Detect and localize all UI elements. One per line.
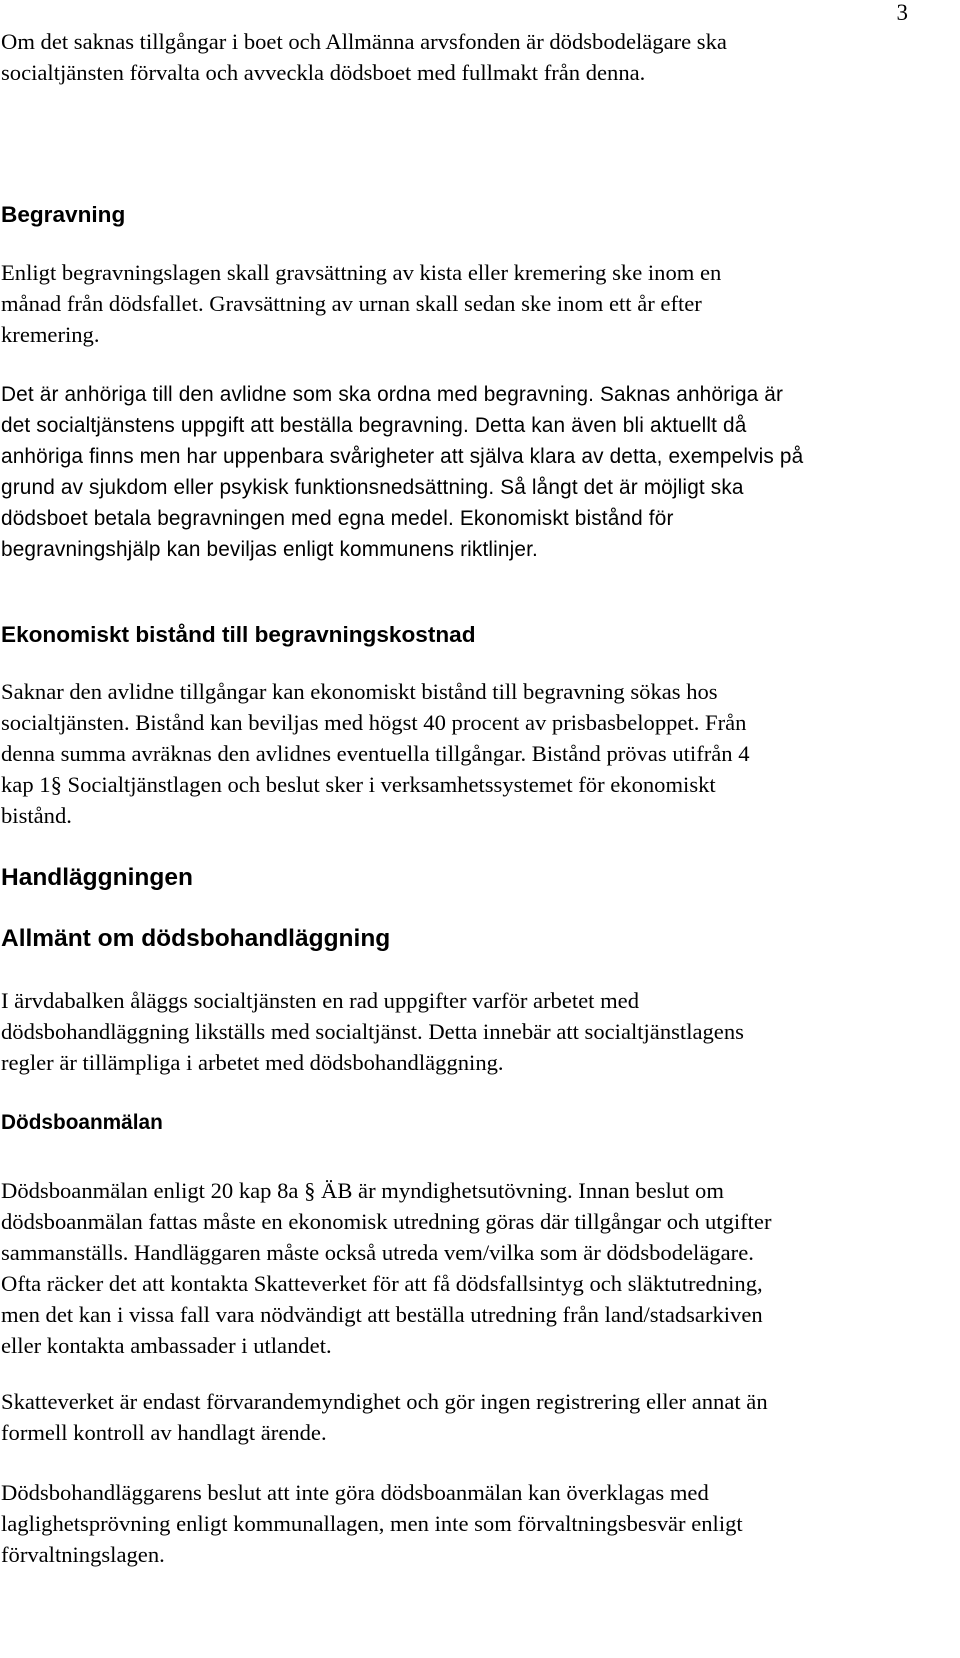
paragraph-line: formell kontroll av handlagt ärende. (1, 1420, 327, 1445)
paragraph-line: grund av sjukdom eller psykisk funktionsnedsättning. Så långt det är möjligt ska (1, 476, 744, 499)
paragraph-line: socialtjänsten förvalta och avveckla dödsboet med fullmakt från denna. (1, 60, 646, 85)
paragraph-line: Skatteverket är endast förvarandemyndighet och gör ingen registrering eller annat än (1, 1389, 768, 1414)
paragraph-line: dödsboet betala begravningen med egna medel. Ekonomiskt bistånd för (1, 507, 674, 530)
page-number: 3 (896, 0, 908, 25)
paragraph-line: Ofta räcker det att kontakta Skatteverket för att få dödsfallsintyg och släktutredning, (1, 1271, 763, 1296)
paragraph-line: denna summa avräknas den avlidnes eventuella tillgångar. Bistånd prövas utifrån 4 (1, 741, 750, 766)
paragraph-line: Det är anhöriga till den avlidne som ska ordna med begravning. Saknas anhöriga är (1, 383, 784, 406)
heading-ekonomiskt-bistand: Ekonomiskt bistånd till begravningskostnad (1, 622, 476, 647)
paragraph-arvdabalken (1, 985, 744, 1078)
heading-handlaggningen: Handläggningen (1, 864, 193, 891)
paragraph-line: Dödsbohandläggarens beslut att inte göra dödsboanmälan kan överklagas med (1, 1480, 709, 1505)
paragraph-line: eller kontakta ambassader i utlandet. (1, 1333, 332, 1358)
paragraph-anhoriga (1, 379, 803, 565)
paragraph-line: dödsboanmälan fattas måste en ekonomisk utredning göras där tillgångar och utgifter (1, 1209, 772, 1234)
paragraph-line: dödsbohandläggning likställs med socialtjänst. Detta innebär att socialtjänstlagens (1, 1019, 744, 1044)
paragraph-line: I ärvdabalken åläggs socialtjänsten en rad uppgifter varför arbetet med (1, 988, 639, 1013)
paragraph-line: socialtjänsten. Bistånd kan beviljas med högst 40 procent av prisbasbeloppet. Från (1, 710, 747, 735)
paragraph-line: det socialtjänstens uppgift att beställa begravning. Detta kan även bli aktuellt då (1, 414, 747, 437)
paragraph-line: men det kan i vissa fall vara nödvändigt att beställa utredning från land/stadsarkiven (1, 1302, 763, 1327)
heading-allmant: Allmänt om dödsbohandläggning (1, 925, 391, 952)
paragraph-line: Enligt begravningslagen skall gravsättning av kista eller kremering ske inom en (1, 260, 722, 285)
paragraph-line: Om det saknas tillgångar i boet och Allmänna arvsfonden är dödsbodelägare ska (1, 29, 727, 54)
paragraph-line: förvaltningslagen. (1, 1542, 165, 1567)
paragraph-line: anhöriga finns men har uppenbara svårigheter att själva klara av detta, exempelvis på (1, 445, 804, 468)
paragraph-line: Saknar den avlidne tillgångar kan ekonomiskt bistånd till begravning sökas hos (1, 679, 718, 704)
paragraph-arvsfonden (1, 26, 727, 88)
paragraph-dodsboanmalan (1, 1175, 771, 1361)
paragraph-line: laglighetsprövning enligt kommunallagen, men inte som förvaltningsbesvär enligt (1, 1511, 743, 1536)
paragraph-begravningslagen (1, 257, 721, 350)
paragraph-line: kremering. (1, 322, 100, 347)
paragraph-line: Dödsboanmälan enligt 20 kap 8a § ÄB är myndighetsutövning. Innan beslut om (1, 1178, 724, 1203)
paragraph-line: kap 1§ Socialtjänstlagen och beslut sker i verksamhetssystemet för ekonomiskt (1, 772, 716, 797)
heading-dodsboanmalan: Dödsboanmälan (1, 1111, 163, 1134)
heading-begravning: Begravning (1, 202, 126, 227)
paragraph-line: sammanställs. Handläggaren måste också utreda vem/vilka som är dödsbodelägare. (1, 1240, 754, 1265)
paragraph-bistand (1, 676, 750, 831)
paragraph-line: begravningshjälp kan beviljas enligt kommunens riktlinjer. (1, 538, 538, 561)
paragraph-skatteverket (1, 1386, 768, 1448)
paragraph-line: regler är tillämpliga i arbetet med dödsbohandläggning. (1, 1050, 504, 1075)
paragraph-line: bistånd. (1, 803, 72, 828)
paragraph-line: månad från dödsfallet. Gravsättning av urnan skall sedan ske inom ett år efter (1, 291, 702, 316)
paragraph-overklagande (1, 1477, 743, 1570)
